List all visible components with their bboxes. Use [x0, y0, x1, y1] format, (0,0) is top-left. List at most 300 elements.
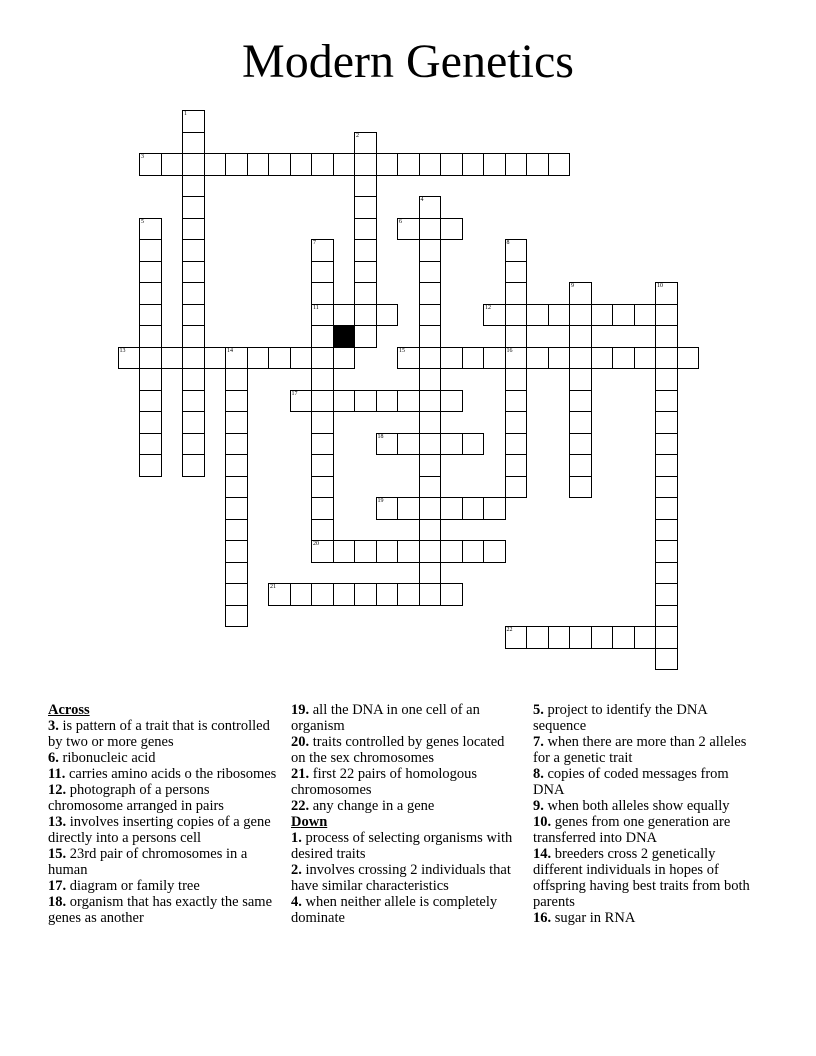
- grid-cell[interactable]: [419, 196, 442, 219]
- grid-cell[interactable]: [655, 304, 678, 327]
- grid-cell[interactable]: [268, 347, 291, 370]
- grid-cell[interactable]: [505, 153, 528, 176]
- grid-cell[interactable]: [139, 218, 162, 241]
- grid-cell[interactable]: [182, 218, 205, 241]
- grid-cell[interactable]: [376, 497, 399, 520]
- cell-number: 22: [506, 627, 513, 633]
- grid-cell[interactable]: [419, 433, 442, 456]
- grid-cell[interactable]: [354, 583, 377, 606]
- grid-cell[interactable]: [225, 347, 248, 370]
- clue-down: [291, 830, 516, 862]
- cell-number: 4: [420, 197, 424, 203]
- grid-cell[interactable]: [182, 347, 205, 370]
- clue-down: [533, 766, 763, 798]
- cell-number: 2: [356, 132, 359, 139]
- grid-cell[interactable]: [225, 476, 248, 499]
- grid-cell[interactable]: [397, 497, 420, 520]
- cell-number: 1: [184, 111, 187, 117]
- clue-number: 18.: [48, 894, 67, 910]
- clue-number: 8.: [533, 766, 544, 782]
- grid-cell[interactable]: [311, 153, 334, 176]
- clue-down: [533, 814, 763, 846]
- grid-cell[interactable]: [655, 325, 678, 348]
- grid-cell[interactable]: [548, 304, 571, 327]
- clue-text: ribonucleic acid: [62, 750, 156, 766]
- clue-text: process of selecting organisms with desired traits: [291, 830, 513, 862]
- clue-number: 6.: [48, 750, 59, 766]
- grid-cell[interactable]: [182, 433, 205, 456]
- clue-across: [291, 702, 516, 734]
- grid-cell[interactable]: [505, 433, 528, 456]
- grid-cell[interactable]: [311, 540, 334, 563]
- grid-cell[interactable]: [655, 497, 678, 520]
- grid-cell[interactable]: [376, 153, 399, 176]
- grid-cell[interactable]: [634, 626, 657, 649]
- grid-cell[interactable]: [505, 261, 528, 284]
- clue-text: 23rd pair of chromosomes in a human: [48, 846, 248, 878]
- grid-cell[interactable]: [333, 540, 356, 563]
- grid-cell[interactable]: [376, 583, 399, 606]
- grid-cell[interactable]: [462, 497, 485, 520]
- grid-cell[interactable]: [311, 239, 334, 262]
- grid-cell[interactable]: [225, 433, 248, 456]
- grid-cell[interactable]: [139, 304, 162, 327]
- grid-cell[interactable]: [311, 454, 334, 477]
- down-heading: Down: [291, 814, 328, 830]
- grid-cell[interactable]: [505, 325, 528, 348]
- grid-cell[interactable]: [311, 304, 334, 327]
- grid-cell[interactable]: [311, 282, 334, 305]
- grid-cell[interactable]: [397, 153, 420, 176]
- grid-cell[interactable]: [505, 282, 528, 305]
- grid-cell[interactable]: [204, 347, 227, 370]
- grid-cell[interactable]: [354, 132, 377, 155]
- grid-cell[interactable]: [354, 218, 377, 241]
- grid-cell[interactable]: [290, 347, 313, 370]
- cell-number: 11: [313, 304, 319, 311]
- grid-cell[interactable]: [397, 583, 420, 606]
- grid-cell[interactable]: [505, 476, 528, 499]
- grid-cell[interactable]: [569, 454, 592, 477]
- grid-cell[interactable]: [139, 153, 162, 176]
- grid-cell[interactable]: [419, 390, 442, 413]
- grid-cell[interactable]: [311, 325, 334, 348]
- grid-cell[interactable]: [419, 454, 442, 477]
- clue-text: diagram or family tree: [69, 878, 200, 894]
- clue-number: 10.: [533, 814, 552, 830]
- cell-number: 12: [485, 304, 491, 311]
- clue-text: is pattern of a trait that is controlled by two or more genes: [48, 718, 270, 750]
- grid-cell[interactable]: [311, 583, 334, 606]
- grid-cell[interactable]: [419, 218, 442, 241]
- grid-cell[interactable]: [440, 153, 463, 176]
- cell-number: 20: [313, 541, 319, 547]
- cell-number: 17: [291, 390, 298, 397]
- cell-number: 13: [119, 347, 126, 354]
- grid-cell[interactable]: [419, 347, 442, 370]
- grid-cell[interactable]: [440, 497, 463, 520]
- grid-cell[interactable]: [505, 454, 528, 477]
- grid-cell[interactable]: [419, 368, 442, 391]
- grid-cell[interactable]: [333, 347, 356, 370]
- grid-cell[interactable]: [655, 519, 678, 542]
- grid-cell[interactable]: [526, 304, 549, 327]
- grid-cell[interactable]: [139, 347, 162, 370]
- grid-cell[interactable]: [569, 282, 592, 305]
- grid-cell[interactable]: [526, 626, 549, 649]
- grid-cell[interactable]: [139, 454, 162, 477]
- grid-cell[interactable]: [505, 411, 528, 434]
- grid-cell[interactable]: [505, 626, 528, 649]
- grid-cell[interactable]: [526, 153, 549, 176]
- grid-cell[interactable]: [268, 583, 291, 606]
- black-square: [333, 325, 356, 348]
- grid-cell[interactable]: [397, 433, 420, 456]
- grid-cell[interactable]: [161, 153, 184, 176]
- grid-cell[interactable]: [182, 411, 205, 434]
- clue-number: 12.: [48, 782, 67, 798]
- clue-down: [533, 798, 763, 814]
- grid-cell[interactable]: [311, 519, 334, 542]
- grid-cell[interactable]: [311, 476, 334, 499]
- grid-cell[interactable]: [655, 282, 678, 305]
- grid-cell[interactable]: [204, 153, 227, 176]
- clue-down: [533, 702, 763, 734]
- grid-cell[interactable]: [526, 347, 549, 370]
- grid-cell[interactable]: [569, 411, 592, 434]
- grid-cell[interactable]: [655, 454, 678, 477]
- grid-cell[interactable]: [247, 153, 270, 176]
- cell-number: 7: [313, 240, 316, 246]
- grid-cell[interactable]: [655, 368, 678, 391]
- grid-cell[interactable]: [655, 562, 678, 585]
- grid-cell[interactable]: [655, 411, 678, 434]
- grid-cell[interactable]: [483, 347, 506, 370]
- clue-number: 20.: [291, 734, 310, 750]
- grid-cell[interactable]: [569, 347, 592, 370]
- grid-cell[interactable]: [419, 239, 442, 262]
- grid-cell[interactable]: [182, 325, 205, 348]
- grid-cell[interactable]: [376, 304, 399, 327]
- grid-cell[interactable]: [440, 583, 463, 606]
- grid-cell[interactable]: [419, 476, 442, 499]
- grid-cell[interactable]: [419, 583, 442, 606]
- grid-cell[interactable]: [311, 368, 334, 391]
- clue-down: [533, 734, 763, 766]
- grid-cell[interactable]: [505, 304, 528, 327]
- grid-cell[interactable]: [462, 153, 485, 176]
- grid-cell[interactable]: [311, 390, 334, 413]
- grid-cell[interactable]: [354, 325, 377, 348]
- grid-cell[interactable]: [354, 282, 377, 305]
- grid-cell[interactable]: [139, 282, 162, 305]
- grid-cell[interactable]: [182, 304, 205, 327]
- grid-cell[interactable]: [419, 325, 442, 348]
- grid-cell[interactable]: [290, 583, 313, 606]
- clue-text: organism that has exactly the same genes as another: [48, 894, 273, 926]
- grid-cell[interactable]: [182, 282, 205, 305]
- grid-cell[interactable]: [182, 390, 205, 413]
- grid-cell[interactable]: [225, 368, 248, 391]
- grid-cell[interactable]: [225, 454, 248, 477]
- grid-cell[interactable]: [290, 153, 313, 176]
- grid-cell[interactable]: [333, 390, 356, 413]
- grid-cell[interactable]: [182, 153, 205, 176]
- grid-cell[interactable]: [569, 433, 592, 456]
- grid-cell[interactable]: [655, 583, 678, 606]
- grid-cell[interactable]: [225, 605, 248, 628]
- grid-cell[interactable]: [419, 261, 442, 284]
- grid-cell[interactable]: [655, 648, 678, 671]
- grid-cell[interactable]: [419, 304, 442, 327]
- grid-cell[interactable]: [440, 433, 463, 456]
- clue-across: [291, 798, 516, 814]
- clue-text: any change in a gene: [312, 798, 435, 814]
- cell-number: 14: [227, 347, 233, 354]
- clue-text: when there are more than 2 alleles for a genetic trait: [533, 734, 747, 766]
- clue-number: 2.: [291, 862, 302, 878]
- grid-cell[interactable]: [139, 325, 162, 348]
- grid-cell[interactable]: [354, 175, 377, 198]
- cell-number: 18: [377, 433, 384, 440]
- grid-cell[interactable]: [483, 540, 506, 563]
- clue-number: 3.: [48, 718, 59, 734]
- clues-column-2: [291, 702, 516, 926]
- grid-cell[interactable]: [655, 347, 678, 370]
- grid-cell[interactable]: [139, 411, 162, 434]
- clue-text: involves crossing 2 individuals that have similar characteristics: [291, 862, 511, 894]
- grid-cell[interactable]: [419, 153, 442, 176]
- clue-text: genes from one generation are transferred into DNA: [533, 814, 731, 846]
- grid-cell[interactable]: [655, 626, 678, 649]
- grid-cell[interactable]: [161, 347, 184, 370]
- grid-cell[interactable]: [225, 583, 248, 606]
- clues-column-1: [48, 702, 278, 926]
- clue-number: 4.: [291, 894, 302, 910]
- grid-cell[interactable]: [591, 626, 614, 649]
- clue-number: 14.: [533, 846, 552, 862]
- cell-number: 8: [506, 240, 510, 246]
- grid-cell[interactable]: [354, 153, 377, 176]
- grid-cell[interactable]: [139, 239, 162, 262]
- grid-cell[interactable]: [462, 433, 485, 456]
- cell-number: 16: [506, 347, 513, 354]
- clue-text: photograph of a persons chromosome arranged in pairs: [48, 782, 224, 814]
- grid-cell[interactable]: [225, 540, 248, 563]
- grid-cell[interactable]: [268, 153, 291, 176]
- cell-number: 15: [399, 347, 405, 354]
- clue-text: all the DNA in one cell of an organism: [291, 702, 480, 734]
- grid-cell[interactable]: [354, 196, 377, 219]
- grid-cell[interactable]: [505, 390, 528, 413]
- grid-cell[interactable]: [548, 626, 571, 649]
- grid-cell[interactable]: [182, 110, 205, 133]
- grid-cell[interactable]: [505, 347, 528, 370]
- grid-cell[interactable]: [182, 239, 205, 262]
- clue-text: traits controlled by genes located on the sex chromosomes: [291, 734, 505, 766]
- grid-cell[interactable]: [311, 261, 334, 284]
- grid-cell[interactable]: [634, 304, 657, 327]
- clue-number: 19.: [291, 702, 310, 718]
- clue-down: [291, 862, 516, 894]
- clue-text: breeders cross 2 genetically different individuals in hopes of offspring having best traits from both parents: [533, 846, 750, 910]
- clue-number: 7.: [533, 734, 544, 750]
- grid-cell[interactable]: [612, 304, 635, 327]
- grid-cell[interactable]: [569, 368, 592, 391]
- clue-down: [291, 894, 516, 926]
- grid-cell[interactable]: [419, 562, 442, 585]
- cell-number: 10: [657, 283, 663, 289]
- grid-cell[interactable]: [505, 239, 528, 262]
- grid-cell[interactable]: [182, 196, 205, 219]
- grid-cell[interactable]: [419, 540, 442, 563]
- grid-cell[interactable]: [569, 626, 592, 649]
- grid-cell[interactable]: [354, 304, 377, 327]
- clue-down: [533, 910, 763, 926]
- grid-cell[interactable]: [462, 347, 485, 370]
- grid-cell[interactable]: [634, 347, 657, 370]
- grid-cell[interactable]: [462, 540, 485, 563]
- grid-cell[interactable]: [354, 261, 377, 284]
- grid-cell[interactable]: [354, 239, 377, 262]
- grid-cell[interactable]: [397, 390, 420, 413]
- puzzle-title: Modern Genetics: [242, 35, 574, 88]
- grid-cell[interactable]: [483, 153, 506, 176]
- cell-number: 6: [399, 218, 402, 225]
- grid-cell[interactable]: [397, 347, 420, 370]
- clue-across: [48, 750, 278, 766]
- clue-number: 9.: [533, 798, 544, 814]
- grid-cell[interactable]: [376, 433, 399, 456]
- grid-cell[interactable]: [655, 605, 678, 628]
- grid-cell[interactable]: [333, 583, 356, 606]
- grid-cell[interactable]: [182, 368, 205, 391]
- grid-cell[interactable]: [548, 347, 571, 370]
- grid-cell[interactable]: [311, 497, 334, 520]
- grid-cell[interactable]: [569, 304, 592, 327]
- clue-across: [291, 734, 516, 766]
- clue-across: [48, 782, 278, 814]
- grid-cell[interactable]: [225, 153, 248, 176]
- grid-cell[interactable]: [612, 626, 635, 649]
- grid-cell[interactable]: [440, 218, 463, 241]
- grid-cell[interactable]: [655, 540, 678, 563]
- grid-cell[interactable]: [397, 540, 420, 563]
- grid-cell[interactable]: [139, 368, 162, 391]
- grid-cell[interactable]: [419, 282, 442, 305]
- grid-cell[interactable]: [483, 497, 506, 520]
- grid-cell[interactable]: [139, 433, 162, 456]
- clue-number: 1.: [291, 830, 302, 846]
- grid-cell[interactable]: [612, 347, 635, 370]
- clue-number: 17.: [48, 878, 67, 894]
- grid-cell[interactable]: [247, 347, 270, 370]
- grid-cell[interactable]: [225, 411, 248, 434]
- grid-cell[interactable]: [311, 433, 334, 456]
- clue-across: [48, 718, 278, 750]
- clue-text: carries amino acids o the ribosomes: [68, 766, 277, 782]
- grid-cell[interactable]: [569, 476, 592, 499]
- grid-cell[interactable]: [440, 347, 463, 370]
- grid-cell[interactable]: [440, 390, 463, 413]
- grid-cell[interactable]: [182, 132, 205, 155]
- grid-cell[interactable]: [505, 368, 528, 391]
- grid-cell[interactable]: [225, 519, 248, 542]
- clue-text: copies of coded messages from DNA: [533, 766, 729, 798]
- grid-cell[interactable]: [548, 153, 571, 176]
- grid-cell[interactable]: [311, 411, 334, 434]
- clue-across: [48, 878, 278, 894]
- grid-cell[interactable]: [655, 390, 678, 413]
- clue-across: [48, 894, 278, 926]
- grid-cell[interactable]: [483, 304, 506, 327]
- clue-text: sugar in RNA: [554, 910, 636, 926]
- grid-cell[interactable]: [419, 519, 442, 542]
- cell-number: 21: [270, 584, 276, 590]
- clue-number: 11.: [48, 766, 66, 782]
- clue-text: project to identify the DNA sequence: [533, 702, 707, 734]
- grid-cell[interactable]: [677, 347, 700, 370]
- clue-text: when neither allele is completely dominate: [291, 894, 498, 926]
- clues-column-3: [533, 702, 763, 926]
- clue-across: [48, 814, 278, 846]
- grid-cell[interactable]: [182, 261, 205, 284]
- grid-cell[interactable]: [290, 390, 313, 413]
- grid-cell[interactable]: [333, 304, 356, 327]
- grid-cell[interactable]: [591, 304, 614, 327]
- clue-number: 15.: [48, 846, 67, 862]
- grid-cell[interactable]: [655, 476, 678, 499]
- grid-cell[interactable]: [311, 347, 334, 370]
- grid-cell[interactable]: [118, 347, 141, 370]
- grid-cell[interactable]: [569, 325, 592, 348]
- clue-number: 16.: [533, 910, 552, 926]
- grid-cell[interactable]: [139, 390, 162, 413]
- grid-cell[interactable]: [376, 540, 399, 563]
- grid-cell[interactable]: [139, 261, 162, 284]
- cell-number: 19: [377, 498, 384, 504]
- grid-cell[interactable]: [182, 175, 205, 198]
- clue-text: first 22 pairs of homologous chromosomes: [291, 766, 478, 798]
- clue-number: 22.: [291, 798, 310, 814]
- grid-cell[interactable]: [419, 497, 442, 520]
- grid-cell[interactable]: [225, 497, 248, 520]
- clue-text: when both alleles show equally: [547, 798, 730, 814]
- grid-cell[interactable]: [419, 411, 442, 434]
- grid-cell[interactable]: [569, 390, 592, 413]
- grid-cell[interactable]: [225, 390, 248, 413]
- grid-cell[interactable]: [333, 153, 356, 176]
- clue-across: [48, 846, 278, 878]
- clue-across: [291, 766, 516, 798]
- grid-cell[interactable]: [182, 454, 205, 477]
- grid-cell[interactable]: [376, 390, 399, 413]
- grid-cell[interactable]: [397, 218, 420, 241]
- across-heading: Across: [48, 702, 90, 718]
- grid-cell[interactable]: [655, 433, 678, 456]
- grid-cell[interactable]: [354, 540, 377, 563]
- cell-number: 5: [141, 218, 144, 225]
- clue-text: involves inserting copies of a gene directly into a persons cell: [48, 814, 271, 846]
- clue-number: 13.: [48, 814, 67, 830]
- clue-across: [48, 766, 278, 782]
- grid-cell[interactable]: [354, 390, 377, 413]
- clue-number: 5.: [533, 702, 544, 718]
- grid-cell[interactable]: [591, 347, 614, 370]
- cell-number: 9: [571, 283, 574, 289]
- grid-cell[interactable]: [225, 562, 248, 585]
- grid-cell[interactable]: [440, 540, 463, 563]
